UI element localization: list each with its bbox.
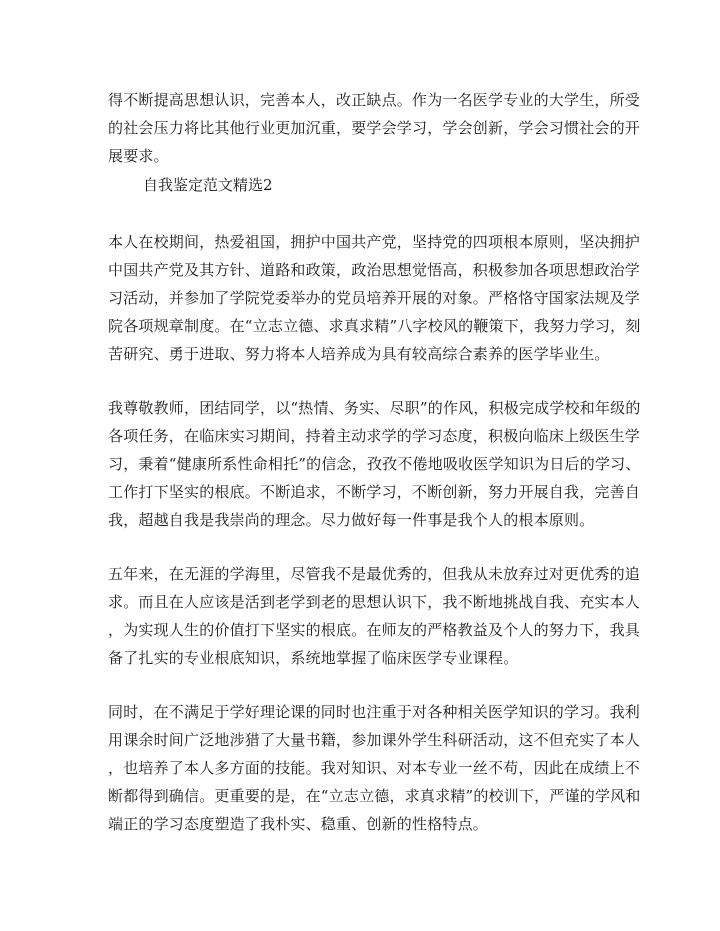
paragraph-line: ，为实现人生的价值打下坚实的根底。在师友的严格教益及个人的努力下，我具: [108, 621, 641, 639]
paragraph-line: 求。而且在人应该是活到老学到老的思想认识下，我不断地挑战自我、充实本人: [108, 593, 641, 611]
paragraph-line: 端正的学习态度塑造了我朴实、稳重、创新的性格特点。: [108, 815, 489, 833]
paragraph-line: 苦研究、勇于进取、努力将本人培养成为具有较高综合素养的医学毕业生。: [108, 345, 610, 363]
paragraph-line: 工作打下坚实的根底。不断追求，不断学习，不断创新，努力开展自我，完善自: [108, 483, 641, 501]
paragraph-line: 中国共产党及其方针、道路和政策，政治思想觉悟高，积极参加各项思想政治学: [108, 261, 641, 279]
paragraph-line: 用课余时间广泛地涉猎了大量书籍，参加课外学生科研活动，这不但充实了本人: [108, 731, 641, 749]
intro-line: 的社会压力将比其他行业更加沉重，要学会学习，学会创新，学会习惯社会的开: [108, 119, 641, 137]
paragraph-line: 我尊敬教师，团结同学，以“热情、务实、尽职”的作风，积极完成学校和年级的: [108, 399, 641, 417]
paragraph-line: 断都得到确信。更重要的是，在“立志立德，求真求精”的校训下，严谨的学风和: [108, 787, 641, 805]
paragraph-line: 五年来，在无涯的学海里，尽管我不是最优秀的，但我从未放弃过对更优秀的追: [108, 565, 641, 583]
intro-line: 展要求。: [108, 147, 169, 165]
paragraph-line: 各项任务，在临床实习期间，持着主动求学的学习态度，积极向临床上级医生学: [108, 427, 641, 445]
paragraph-line: 本人在校期间，热爱祖国，拥护中国共产党，坚持党的四项根本原则，坚决拥护: [108, 233, 641, 251]
paragraph-line: 习，秉着“健康所系性命相托”的信念，孜孜不倦地吸收医学知识为日后的学习、: [108, 455, 641, 473]
paragraph-line: 备了扎实的专业根底知识，系统地掌握了临床医学专业课程。: [108, 649, 519, 667]
paragraph-line: 院各项规章制度。在“立志立德、求真求精”八字校风的鞭策下，我努力学习，刻: [108, 317, 641, 335]
paragraph-line: ，也培养了本人多方面的技能。我对知识、对本专业一丝不苟，因此在成绩上不: [108, 759, 641, 777]
section-title: 自我鉴定范文精选2: [143, 176, 273, 194]
paragraph-line: 同时，在不满足于学好理论课的同时也注重于对各种相关医学知识的学习。我利: [108, 703, 641, 721]
paragraph-line: 我，超越自我是我崇尚的理念。尽力做好每一件事是我个人的根本原则。: [108, 511, 595, 529]
intro-line: 得不断提高思想认识，完善本人，改正缺点。作为一名医学专业的大学生，所受: [108, 91, 641, 109]
paragraph-line: 习活动，并参加了学院党委举办的党员培养开展的对象。严格恪守国家法规及学: [108, 289, 641, 307]
